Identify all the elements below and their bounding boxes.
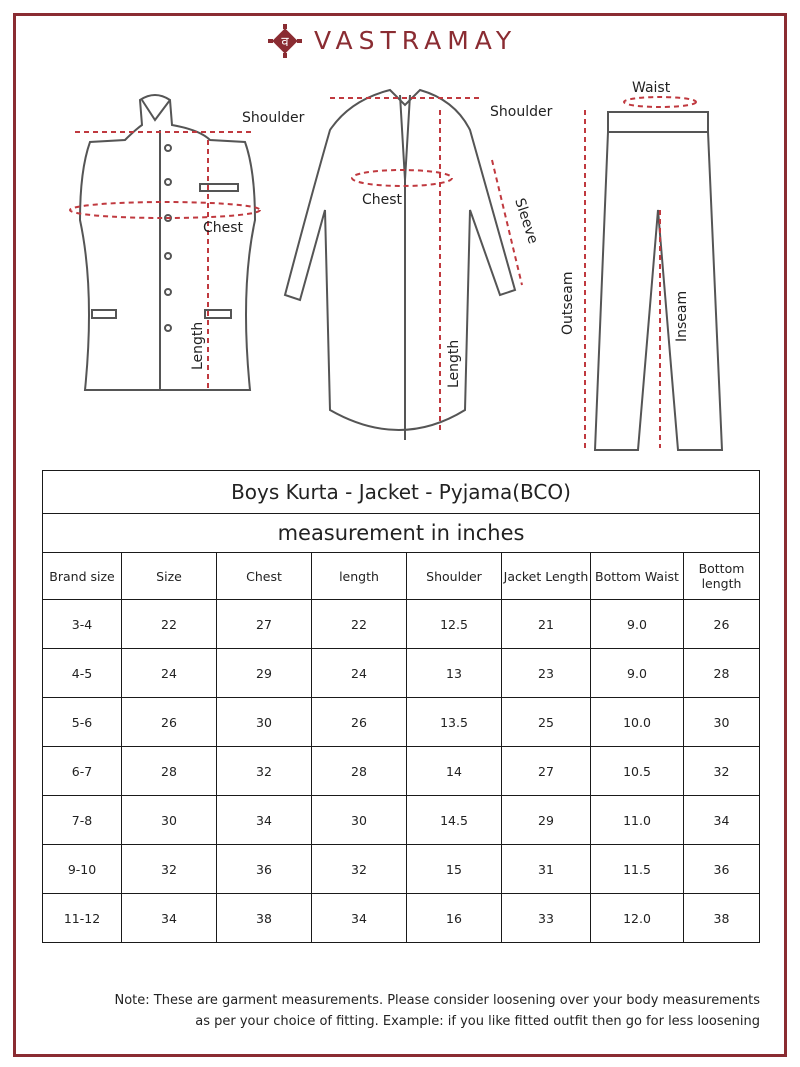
cell-chest: 36 (217, 845, 312, 894)
table-subtitle: measurement in inches (43, 514, 760, 553)
cell-bottom-waist: 9.0 (591, 649, 684, 698)
header-jacket-length: Jacket Length (502, 553, 591, 600)
cell-bottom-waist: 10.5 (591, 747, 684, 796)
cell-size: 34 (122, 894, 217, 943)
garment-measurement-diagram (60, 70, 750, 460)
cell-bottom-waist: 11.5 (591, 845, 684, 894)
cell-shoulder: 14 (407, 747, 502, 796)
pyjama-waist-label: Waist (632, 80, 671, 96)
cell-length: 26 (312, 698, 407, 747)
svg-text:व: व (281, 35, 289, 50)
kurta-shoulder-label: Shoulder (490, 104, 553, 120)
header-shoulder: Shoulder (407, 553, 502, 600)
kurta-chest-label: Chest (362, 192, 403, 208)
cell-shoulder: 14.5 (407, 796, 502, 845)
cell-size: 32 (122, 845, 217, 894)
table-row (43, 796, 760, 845)
header-chest: Chest (217, 553, 312, 600)
cell-bottom-waist: 10.0 (591, 698, 684, 747)
cell-brand-size: 11-12 (43, 894, 122, 943)
kurta-sleeve-label: Sleeve (511, 196, 541, 246)
kurta-illustration (285, 90, 515, 440)
jacket-chest-label: Chest (203, 220, 244, 236)
cell-brand-size: 3-4 (43, 600, 122, 649)
measurement-note (40, 990, 760, 1032)
cell-brand-size: 7-8 (43, 796, 122, 845)
cell-length: 22 (312, 600, 407, 649)
table-header-row (43, 553, 760, 600)
jacket-illustration (80, 95, 255, 390)
cell-length: 28 (312, 747, 407, 796)
cell-bottom-length: 26 (684, 600, 760, 649)
cell-shoulder: 13.5 (407, 698, 502, 747)
vastramay-logo-icon (268, 24, 302, 58)
kurta-measure-lines (330, 98, 522, 430)
cell-brand-size: 4-5 (43, 649, 122, 698)
cell-brand-size: 9-10 (43, 845, 122, 894)
brand-header (0, 22, 800, 62)
table-row (43, 894, 760, 943)
cell-bottom-length: 34 (684, 796, 760, 845)
cell-length: 30 (312, 796, 407, 845)
cell-bottom-waist: 11.0 (591, 796, 684, 845)
table-row (43, 649, 760, 698)
cell-jacket-length: 21 (502, 600, 591, 649)
jacket-length-label: Length (190, 321, 206, 370)
cell-shoulder: 13 (407, 649, 502, 698)
header-bottom-length: Bottom length (684, 553, 760, 600)
brand-name: VASTRAMAY (314, 26, 518, 55)
header-length: length (312, 553, 407, 600)
cell-jacket-length: 25 (502, 698, 591, 747)
pyjama-illustration (595, 112, 722, 450)
cell-bottom-length: 38 (684, 894, 760, 943)
cell-size: 22 (122, 600, 217, 649)
cell-length: 24 (312, 649, 407, 698)
pyjama-outseam-label: Outseam (560, 271, 576, 335)
cell-jacket-length: 27 (502, 747, 591, 796)
table-row (43, 845, 760, 894)
cell-jacket-length: 33 (502, 894, 591, 943)
cell-jacket-length: 29 (502, 796, 591, 845)
cell-bottom-length: 28 (684, 649, 760, 698)
cell-chest: 38 (217, 894, 312, 943)
table-row (43, 698, 760, 747)
cell-length: 34 (312, 894, 407, 943)
header-brand-size: Brand size (43, 553, 122, 600)
cell-brand-size: 6-7 (43, 747, 122, 796)
table-row (43, 600, 760, 649)
cell-chest: 29 (217, 649, 312, 698)
cell-shoulder: 16 (407, 894, 502, 943)
header-size: Size (122, 553, 217, 600)
cell-chest: 32 (217, 747, 312, 796)
cell-shoulder: 15 (407, 845, 502, 894)
kurta-length-label: Length (446, 339, 462, 388)
cell-bottom-length: 30 (684, 698, 760, 747)
cell-size: 24 (122, 649, 217, 698)
cell-bottom-length: 32 (684, 747, 760, 796)
cell-size: 30 (122, 796, 217, 845)
note-line-1: Note: These are garment measurements. Please consider loosening over your body measurements (114, 993, 760, 1008)
jacket-measure-lines (70, 132, 260, 388)
jacket-shoulder-label: Shoulder (242, 110, 305, 126)
size-chart-table (42, 470, 760, 943)
cell-chest: 34 (217, 796, 312, 845)
cell-jacket-length: 31 (502, 845, 591, 894)
cell-size: 28 (122, 747, 217, 796)
cell-shoulder: 12.5 (407, 600, 502, 649)
table-row (43, 747, 760, 796)
cell-chest: 30 (217, 698, 312, 747)
cell-bottom-waist: 12.0 (591, 894, 684, 943)
cell-brand-size: 5-6 (43, 698, 122, 747)
cell-length: 32 (312, 845, 407, 894)
cell-bottom-length: 36 (684, 845, 760, 894)
cell-bottom-waist: 9.0 (591, 600, 684, 649)
cell-jacket-length: 23 (502, 649, 591, 698)
cell-chest: 27 (217, 600, 312, 649)
note-line-2: as per your choice of fitting. Example: if you like fitted outfit then go for less loosening (195, 1014, 760, 1029)
cell-size: 26 (122, 698, 217, 747)
pyjama-inseam-label: Inseam (674, 290, 690, 342)
table-title: Boys Kurta - Jacket - Pyjama(BCO) (43, 471, 760, 514)
header-bottom-waist: Bottom Waist (591, 553, 684, 600)
